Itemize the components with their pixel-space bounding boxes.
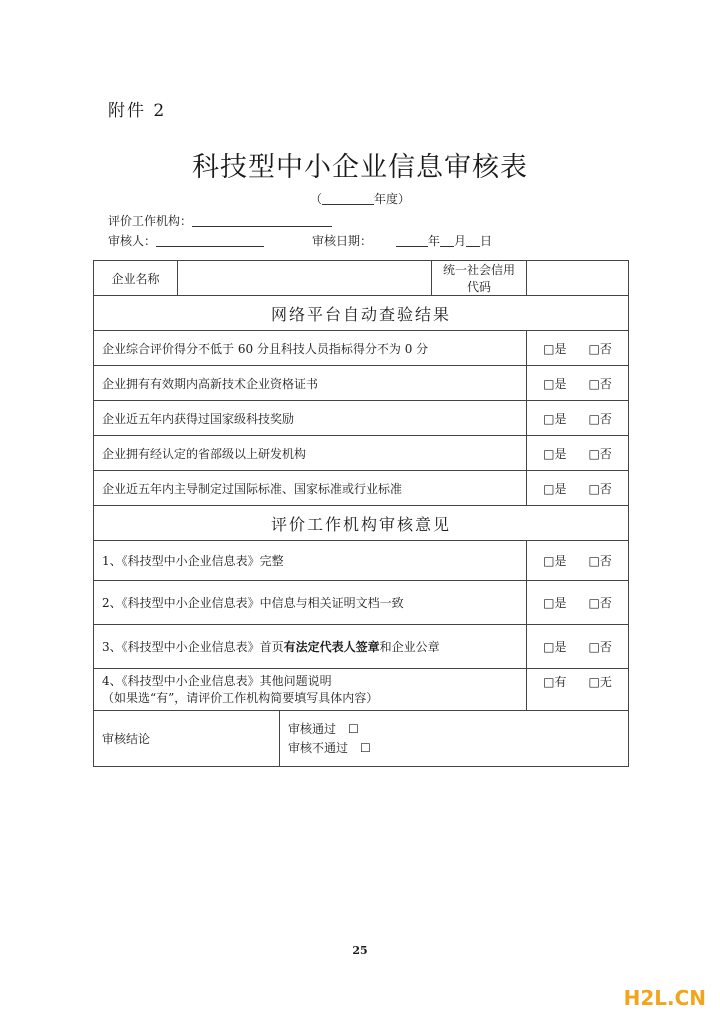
page-title: 科技型中小企业信息审核表	[192, 152, 528, 183]
yes-checkbox[interactable]: □是	[543, 376, 567, 391]
no-checkbox[interactable]: □否	[588, 446, 612, 461]
table-row	[94, 581, 629, 625]
table-row	[94, 541, 629, 581]
none-checkbox[interactable]: □无	[588, 675, 612, 689]
yes-checkbox[interactable]: □是	[543, 446, 567, 461]
evaluator-line	[108, 212, 332, 229]
yes-no-options[interactable]	[527, 471, 629, 506]
year-open: （	[309, 192, 322, 206]
review-date-line	[312, 232, 492, 249]
section1-row-label: 企业综合评价得分不低于 60 分且科技人员指标得分不为 0 分	[94, 331, 527, 366]
row3-suffix: 和企业公章	[379, 640, 440, 654]
table-row	[94, 366, 629, 401]
has-checkbox[interactable]: □有	[543, 675, 567, 689]
section1-row-label: 企业近五年内获得过国家级科技奖励	[94, 401, 527, 436]
no-checkbox[interactable]: □否	[588, 411, 612, 426]
date-month-label: 月	[454, 234, 467, 248]
date-year-blank	[396, 246, 428, 247]
section2-row-label: 2、《科技型中小企业信息表》中信息与相关证明文档一致	[94, 581, 527, 625]
yes-checkbox[interactable]: □是	[543, 481, 567, 496]
section2-row-label: 1、《科技型中小企业信息表》完整	[94, 541, 527, 581]
year-blank	[322, 204, 374, 205]
table-row	[94, 436, 629, 471]
fail-option[interactable]: 审核不通过 ☐	[288, 740, 371, 755]
credit-code-field[interactable]	[527, 261, 629, 296]
no-checkbox[interactable]: □否	[588, 341, 612, 356]
reviewer-label: 审核人：	[108, 234, 157, 248]
review-date-label: 审核日期：	[312, 234, 373, 248]
row3-prefix: 3、《科技型中小企业信息表》首页	[102, 640, 284, 654]
page-number: 25	[352, 944, 368, 957]
yes-checkbox[interactable]: □是	[543, 640, 567, 654]
section1-row-label: 企业拥有有效期内高新技术企业资格证书	[94, 366, 527, 401]
company-name-label: 企业名称	[94, 261, 178, 296]
year-label: 年度）	[374, 192, 411, 206]
no-checkbox[interactable]: □否	[588, 481, 612, 496]
evaluator-label: 评价工作机构：	[108, 214, 193, 228]
yes-no-options[interactable]	[527, 331, 629, 366]
conclusion-row	[94, 711, 629, 767]
yes-no-options[interactable]	[527, 625, 629, 669]
date-month-blank	[440, 246, 454, 247]
review-table	[93, 260, 629, 767]
yes-no-options[interactable]	[527, 436, 629, 471]
section2-title: 评价工作机构审核意见	[94, 506, 629, 541]
attachment-label: 附件 2	[108, 101, 167, 121]
no-checkbox[interactable]: □否	[588, 596, 612, 610]
date-day-blank	[466, 246, 480, 247]
section1-row-label: 企业拥有经认定的省部级以上研发机构	[94, 436, 527, 471]
table-row	[94, 331, 629, 366]
yes-no-options[interactable]	[527, 541, 629, 581]
yes-no-options[interactable]	[527, 366, 629, 401]
yes-checkbox[interactable]: □是	[543, 341, 567, 356]
reviewer-blank	[156, 246, 264, 247]
row4-line2: （如果选“有”，请评价工作机构简要填写具体内容）	[102, 691, 379, 705]
reviewer-line	[108, 232, 264, 249]
no-checkbox[interactable]: □否	[588, 554, 612, 568]
yes-checkbox[interactable]: □是	[543, 554, 567, 568]
watermark-logo: H2L.CN	[623, 986, 706, 1010]
row4-line1: 4、《科技型中小企业信息表》其他问题说明	[102, 674, 332, 688]
table-row	[94, 669, 629, 711]
company-row	[94, 261, 629, 296]
section1-row-label: 企业近五年内主导制定过国际标准、国家标准或行业标准	[94, 471, 527, 506]
yes-checkbox[interactable]: □是	[543, 411, 567, 426]
yes-no-options[interactable]	[527, 581, 629, 625]
date-day-label: 日	[480, 234, 493, 248]
year-line	[0, 190, 720, 207]
company-name-field[interactable]	[178, 261, 432, 296]
conclusion-options	[280, 711, 629, 767]
no-checkbox[interactable]: □否	[588, 640, 612, 654]
row3-bold: 有法定代表人签章	[283, 640, 380, 654]
credit-code-label: 统一社会信用代码	[432, 261, 527, 296]
date-year-label: 年	[428, 234, 441, 248]
section2-row3-label	[94, 625, 527, 669]
yes-no-options[interactable]	[527, 401, 629, 436]
table-row	[94, 401, 629, 436]
no-checkbox[interactable]: □否	[588, 376, 612, 391]
section1-title: 网络平台自动查验结果	[94, 296, 629, 331]
table-row	[94, 471, 629, 506]
evaluator-blank	[192, 226, 332, 227]
pass-option[interactable]: 审核通过 ☐	[288, 721, 359, 736]
conclusion-label: 审核结论	[94, 711, 280, 767]
has-none-options[interactable]	[527, 669, 629, 711]
section2-row4-label	[94, 669, 527, 711]
table-row	[94, 625, 629, 669]
yes-checkbox[interactable]: □是	[543, 596, 567, 610]
